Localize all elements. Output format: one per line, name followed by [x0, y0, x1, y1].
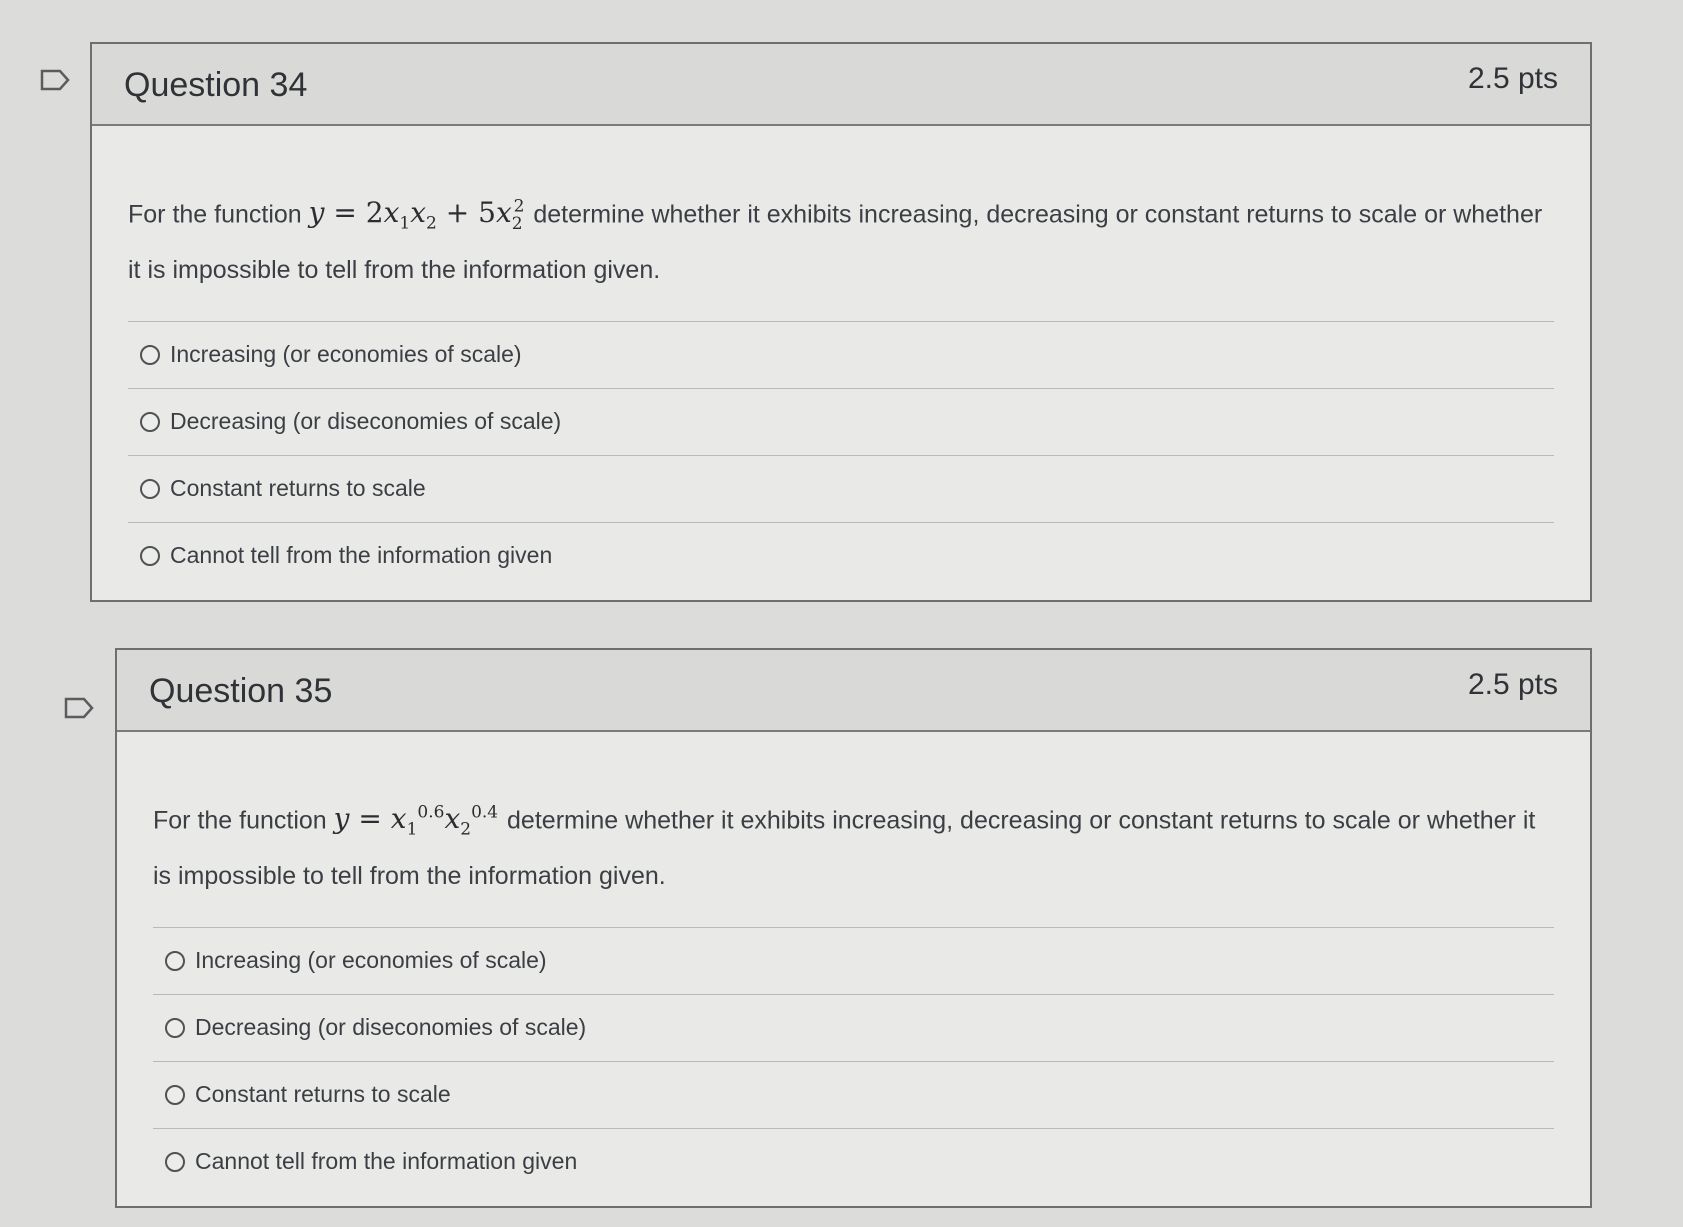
answer-label: Constant returns to scale: [170, 475, 426, 502]
answer-label: Cannot tell from the information given: [170, 542, 553, 569]
function-formula: $y = x_1^{0.6}x_2^{0.4}$: [333, 802, 499, 840]
question-text-before: For the function: [153, 806, 327, 835]
question-card: [90, 42, 1592, 602]
answer-option[interactable]: [128, 456, 1554, 523]
answer-label: Decreasing (or diseconomies of scale): [170, 408, 562, 435]
question-text-after: determine whether it exhibits increasing, decreasing or constant returns to scale or whether it is impossible to tell from the information given.: [153, 806, 1536, 890]
answer-option[interactable]: [153, 928, 1554, 995]
radio-button[interactable]: [165, 1152, 185, 1172]
answer-label: Constant returns to scale: [195, 1081, 451, 1108]
question-text-before: For the function: [128, 200, 302, 229]
question-body: [92, 126, 1590, 589]
question-card: [115, 648, 1592, 1208]
question-text-after: determine whether it exhibits increasing, decreasing or constant returns to scale or whether it is impossible to tell from the information given.: [128, 200, 1543, 284]
radio-button[interactable]: [165, 1018, 185, 1038]
answer-option[interactable]: [153, 995, 1554, 1062]
question-text: [153, 732, 1554, 928]
radio-button[interactable]: [140, 546, 160, 566]
radio-button[interactable]: [140, 479, 160, 499]
answer-label: Increasing (or economies of scale): [170, 341, 522, 368]
question-body: [117, 732, 1590, 1195]
radio-button[interactable]: [140, 345, 160, 365]
radio-button[interactable]: [165, 951, 185, 971]
question-title: Question 35: [149, 672, 333, 710]
answer-option[interactable]: [153, 1129, 1554, 1195]
flag-question-icon[interactable]: [64, 697, 94, 719]
function-formula: $y = 2x_1x_2 + 5x_2^2$: [308, 196, 525, 234]
answer-option[interactable]: [128, 389, 1554, 456]
answer-label: Increasing (or economies of scale): [195, 947, 547, 974]
question-header: [92, 44, 1590, 126]
question-header: [117, 650, 1590, 732]
answer-label: Decreasing (or diseconomies of scale): [195, 1014, 587, 1041]
question-title: Question 34: [124, 66, 308, 104]
answer-option[interactable]: [128, 322, 1554, 389]
answer-option[interactable]: [128, 523, 1554, 589]
radio-button[interactable]: [140, 412, 160, 432]
answer-option[interactable]: [153, 1062, 1554, 1129]
question-points: 2.5 pts: [1467, 668, 1558, 701]
question-text: [128, 126, 1554, 322]
flag-question-icon[interactable]: [40, 69, 70, 91]
answer-label: Cannot tell from the information given: [195, 1148, 578, 1175]
radio-button[interactable]: [165, 1085, 185, 1105]
question-points: 2.5 pts: [1467, 62, 1558, 95]
